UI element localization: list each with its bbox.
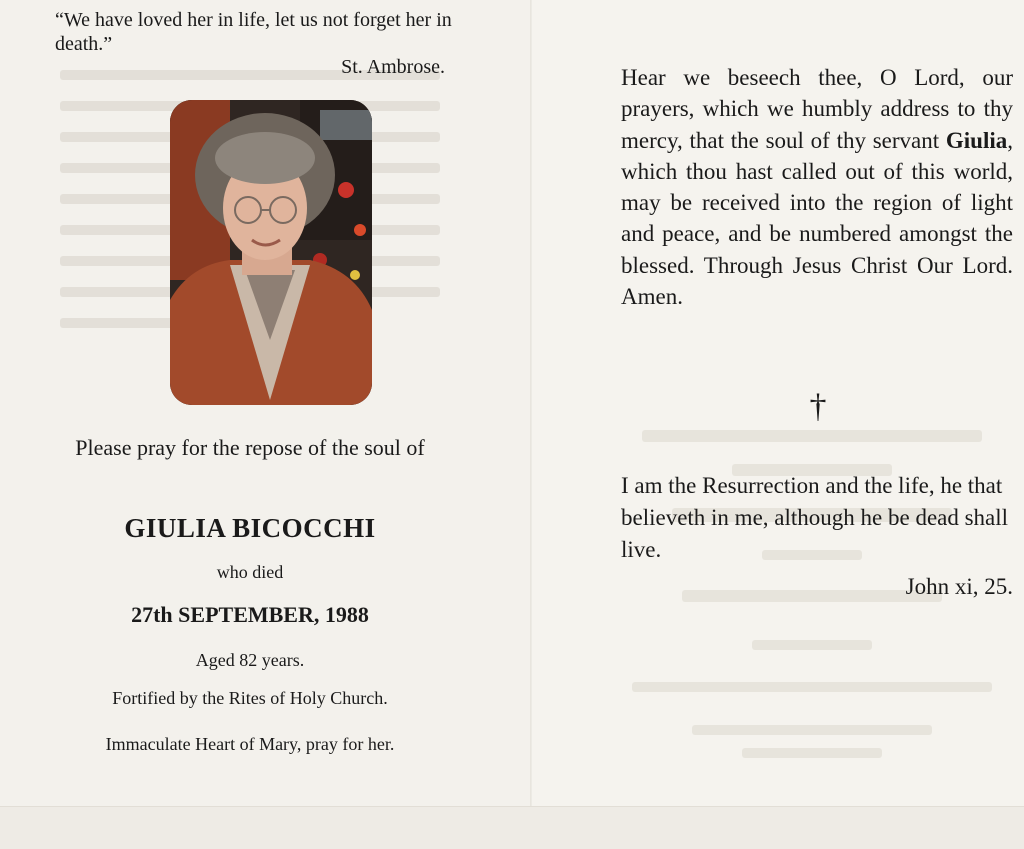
prayer-servant-name: Giulia (945, 127, 1008, 153)
age-line: Aged 82 years. (195, 650, 305, 670)
rites-line: Fortified by the Rites of Holy Church. (112, 688, 388, 708)
portrait-photo (170, 100, 372, 405)
prayer-text (621, 62, 1013, 312)
invocation: Immaculate Heart of Mary, pray for her. (105, 734, 395, 754)
opening-quote: “We have loved her in life, let us not forget her in death.” (55, 9, 452, 55)
scripture-verse: I am the Resurrection and the life, he that believeth in me, although he be dead shall live. (621, 473, 1009, 562)
cross-icon: † (809, 388, 827, 425)
prayer-text-before: Hear we beseech thee, O Lord, our prayers, which we humbly address to thy mercy, that the soul of thy servant (621, 65, 1013, 153)
card-bottom-edge (0, 806, 1024, 849)
prayer-text-after: , which thou hast called out of this world, may be received into the region of light and peace, and be numbered amongst the blessed. Through Jesus Christ Our Lord. Amen. (621, 127, 1013, 310)
prayer-request: Please pray for the repose of the soul of (75, 435, 425, 460)
who-died-label: who died (216, 562, 284, 582)
verse-reference: John xi, 25. (905, 574, 1013, 599)
portrait-illustration (170, 100, 372, 405)
death-date: 27th SEPTEMBER, 1988 (131, 602, 369, 627)
deceased-name: GIULIA BICOCCHI (124, 513, 376, 543)
quote-attribution: St. Ambrose. (341, 56, 445, 78)
